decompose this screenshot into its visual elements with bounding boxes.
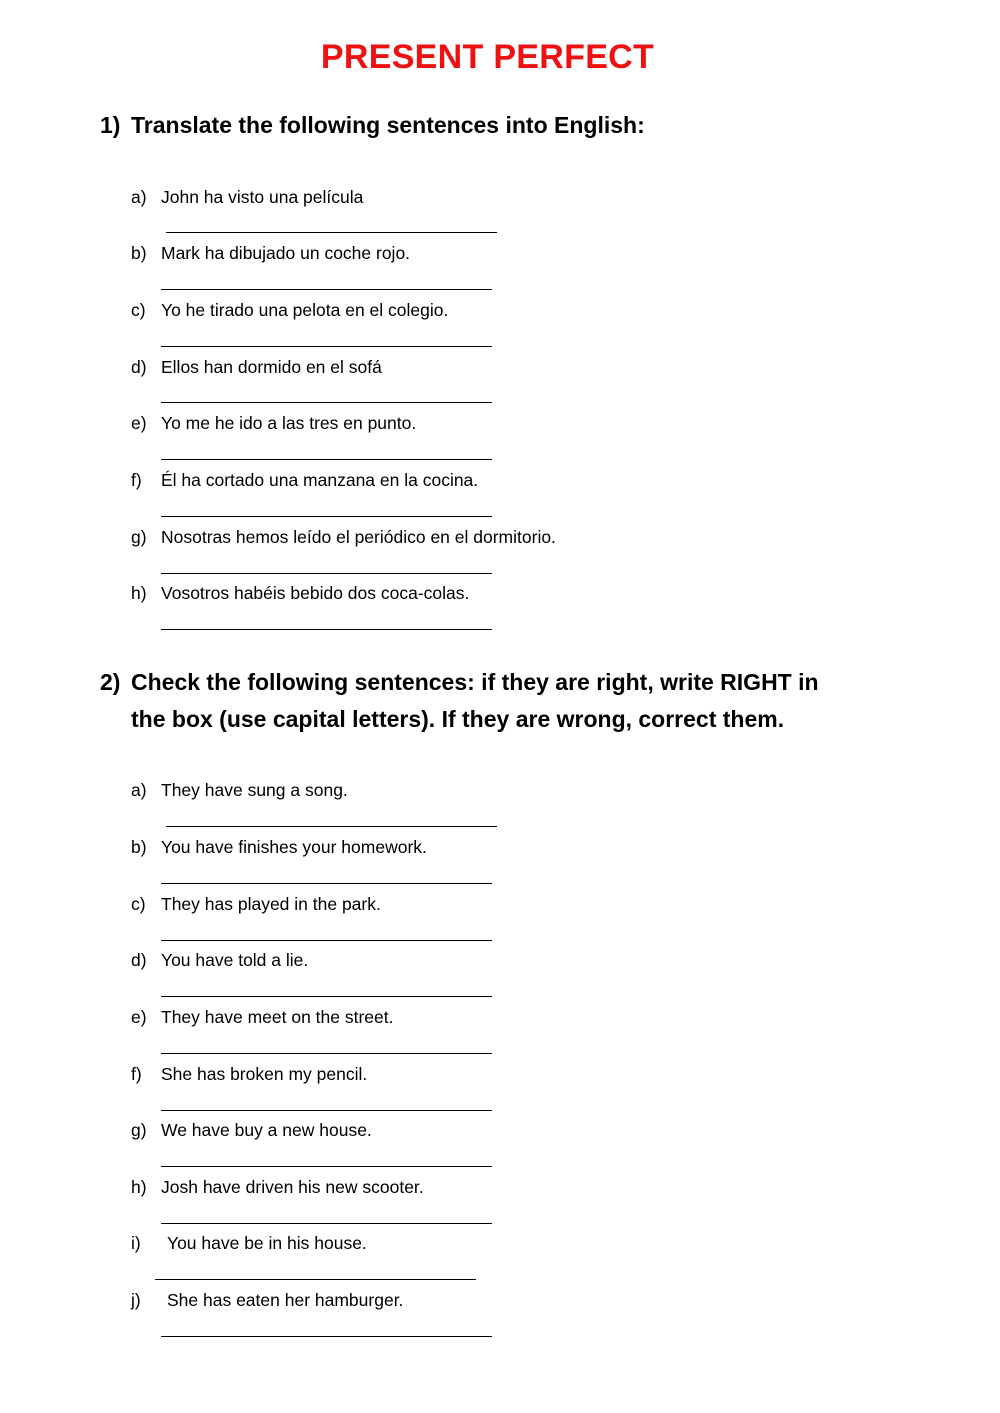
section-2-heading [100, 664, 851, 738]
item-letter: j) [131, 1290, 141, 1310]
item-letter: c) [131, 894, 146, 914]
item-letter: a) [131, 780, 147, 800]
section-1-heading [100, 107, 851, 144]
item-letter: h) [131, 1177, 147, 1197]
list-item [131, 187, 363, 207]
list-item [131, 1177, 424, 1197]
answer-line[interactable] [161, 1166, 492, 1167]
list-item [131, 527, 556, 547]
list-item [131, 837, 427, 857]
section-1-instructions: Translate the following sentences into English: [131, 112, 645, 138]
item-sentence: Vosotros habéis bebido dos coca-colas. [161, 583, 470, 603]
answer-line[interactable] [161, 516, 492, 517]
list-item [131, 1233, 367, 1253]
item-letter: h) [131, 583, 147, 603]
item-letter: f) [131, 1064, 142, 1084]
answer-line[interactable] [161, 883, 492, 884]
item-sentence: Nosotras hemos leído el periódico en el dormitorio. [161, 527, 556, 547]
list-item [131, 300, 448, 320]
item-sentence: They have sung a song. [161, 780, 348, 800]
answer-line[interactable] [161, 346, 492, 347]
page-title: PRESENT PERFECT [320, 38, 655, 76]
item-sentence: She has broken my pencil. [161, 1064, 368, 1084]
section-2-number: 2) [100, 669, 121, 695]
item-letter: g) [131, 1120, 147, 1140]
item-sentence: They has played in the park. [161, 894, 381, 914]
section-2-instructions: Check the following sentences: if they are right, write RIGHT in the box (use capital letters). If they are wrong, correct them. [131, 669, 819, 732]
answer-line[interactable] [161, 402, 492, 403]
item-letter: i) [131, 1233, 141, 1253]
item-letter: a) [131, 187, 147, 207]
item-letter: f) [131, 470, 142, 490]
item-letter: g) [131, 527, 147, 547]
answer-line[interactable] [161, 289, 492, 290]
item-letter: d) [131, 950, 147, 970]
list-item [131, 894, 381, 914]
answer-line[interactable] [161, 1223, 492, 1224]
item-sentence: Él ha cortado una manzana en la cocina. [161, 470, 479, 490]
item-sentence: You have be in his house. [167, 1233, 367, 1253]
answer-line[interactable] [161, 1053, 492, 1054]
list-item [131, 413, 416, 433]
item-sentence: Mark ha dibujado un coche rojo. [161, 243, 411, 263]
item-sentence: You have finishes your homework. [161, 837, 427, 857]
list-item [131, 780, 348, 800]
answer-line[interactable] [161, 1110, 492, 1111]
answer-line[interactable] [161, 1336, 492, 1337]
answer-line[interactable] [161, 996, 492, 997]
list-item [131, 470, 478, 490]
item-sentence: You have told a lie. [161, 950, 309, 970]
item-sentence: She has eaten her hamburger. [167, 1290, 404, 1310]
item-letter: b) [131, 837, 147, 857]
answer-line[interactable] [161, 459, 492, 460]
list-item [131, 1007, 394, 1027]
list-item [131, 950, 308, 970]
item-sentence: Josh have driven his new scooter. [161, 1177, 424, 1197]
list-item [131, 583, 469, 603]
item-letter: b) [131, 243, 147, 263]
list-item [131, 1120, 372, 1140]
answer-line[interactable] [166, 826, 497, 827]
item-letter: e) [131, 1007, 147, 1027]
list-item [131, 357, 382, 377]
item-sentence: Yo me he ido a las tres en punto. [161, 413, 417, 433]
item-sentence: John ha visto una película [161, 187, 364, 207]
answer-line[interactable] [166, 232, 497, 233]
list-item [131, 1290, 403, 1310]
answer-line[interactable] [155, 1279, 476, 1280]
list-item [131, 1064, 367, 1084]
item-sentence: They have meet on the street. [161, 1007, 394, 1027]
item-sentence: Yo he tirado una pelota en el colegio. [161, 300, 449, 320]
answer-line[interactable] [161, 629, 492, 630]
item-sentence: Ellos han dormido en el sofá [161, 357, 382, 377]
answer-line[interactable] [161, 940, 492, 941]
list-item [131, 243, 410, 263]
section-1-number: 1) [100, 112, 121, 138]
item-sentence: We have buy a new house. [161, 1120, 372, 1140]
item-letter: c) [131, 300, 146, 320]
answer-line[interactable] [161, 573, 492, 574]
item-letter: d) [131, 357, 147, 377]
item-letter: e) [131, 413, 147, 433]
